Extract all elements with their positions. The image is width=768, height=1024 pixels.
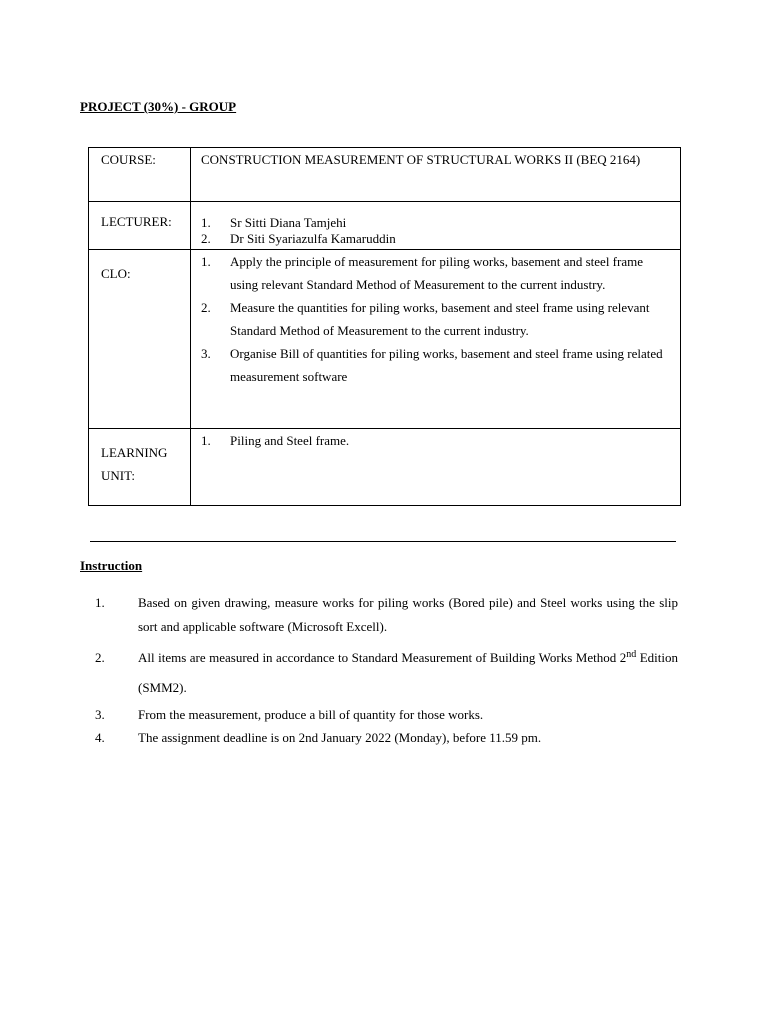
lecturer-label: LECTURER:	[89, 202, 191, 250]
lecturer-name: Dr Siti Syariazulfa Kamaruddin	[230, 231, 396, 246]
list-item: 4. The assignment deadline is on 2nd January 2022 (Monday), before 11.59 pm.	[95, 730, 542, 745]
list-item: 2. Measure the quantities for piling works, basement and steel frame using relevant Standard Method of Measurement to the current industry.	[201, 300, 650, 338]
instruction-text: The assignment deadline is on 2nd January 2022 (Monday), before 11.59 pm.	[138, 730, 542, 745]
list-item: 1. Sr Sitti Diana Tamjehi	[201, 215, 347, 230]
table-row-learning-unit	[89, 429, 681, 506]
table-row-lecturer	[89, 202, 681, 250]
lecturer-value	[191, 202, 681, 250]
lecturer-name: Sr Sitti Diana Tamjehi	[230, 215, 347, 230]
list-item: 1. Apply the principle of measurement for piling works, basement and steel frame using relevant Standard Method of Measurement to the current industry.	[201, 254, 643, 292]
list-item: 1. Based on given drawing, measure works for piling works (Bored pile) and Steel works using the slip sort and applicable software (Microsoft Excell).	[95, 595, 678, 634]
clo-text: Apply the principle of measurement for piling works, basement and steel frame using relevant Standard Method of Measurement to the current industry.	[230, 254, 643, 292]
lecturer-list	[201, 202, 668, 247]
list-item: 3. Organise Bill of quantities for piling works, basement and steel frame using related measurement software	[201, 346, 663, 384]
clo-list	[201, 250, 668, 388]
clo-text: Organise Bill of quantities for piling works, basement and steel frame using related measurement software	[230, 346, 663, 384]
learning-unit-value	[191, 429, 681, 506]
course-label: COURSE:	[89, 148, 191, 202]
course-value: CONSTRUCTION MEASUREMENT OF STRUCTURAL WORKS II (BEQ 2164)	[191, 148, 681, 202]
instruction-text: Based on given drawing, measure works for piling works (Bored pile) and Steel works using the slip sort and applicable software (Microsoft Excell).	[138, 595, 678, 634]
ordinal-suffix: nd	[626, 649, 637, 660]
learning-unit-label: LEARNING UNIT:	[89, 429, 191, 506]
page-title: PROJECT (30%) - GROUP	[80, 99, 237, 114]
list-item: 2. All items are measured in accordance to Standard Measurement of Building Works Method 2nd Edition (SMM2).	[95, 649, 679, 695]
list-item: 2. Dr Siti Syariazulfa Kamaruddin	[201, 231, 396, 246]
instruction-text: All items are measured in accordance to Standard Measurement of Building Works Method 2	[138, 650, 627, 665]
course-info-table	[88, 147, 681, 506]
learning-unit-text: Piling and Steel frame.	[230, 433, 350, 448]
instruction-text-tail: Edition (SMM2).	[138, 650, 679, 695]
list-item: 1. Piling and Steel frame.	[201, 433, 350, 448]
instruction-heading: Instruction	[80, 558, 143, 573]
learning-unit-list	[201, 429, 668, 452]
table-row-course	[89, 148, 681, 202]
instruction-list	[80, 591, 678, 749]
clo-text: Measure the quantities for piling works, basement and steel frame using relevant Standard Method of Measurement to the current industry.	[230, 300, 650, 338]
clo-value	[191, 250, 681, 429]
list-item: 3. From the measurement, produce a bill of quantity for those works.	[95, 707, 484, 722]
instruction-text: From the measurement, produce a bill of quantity for those works.	[138, 707, 484, 722]
horizontal-divider	[90, 541, 676, 542]
clo-label: CLO:	[89, 250, 191, 429]
table-row-clo	[89, 250, 681, 429]
